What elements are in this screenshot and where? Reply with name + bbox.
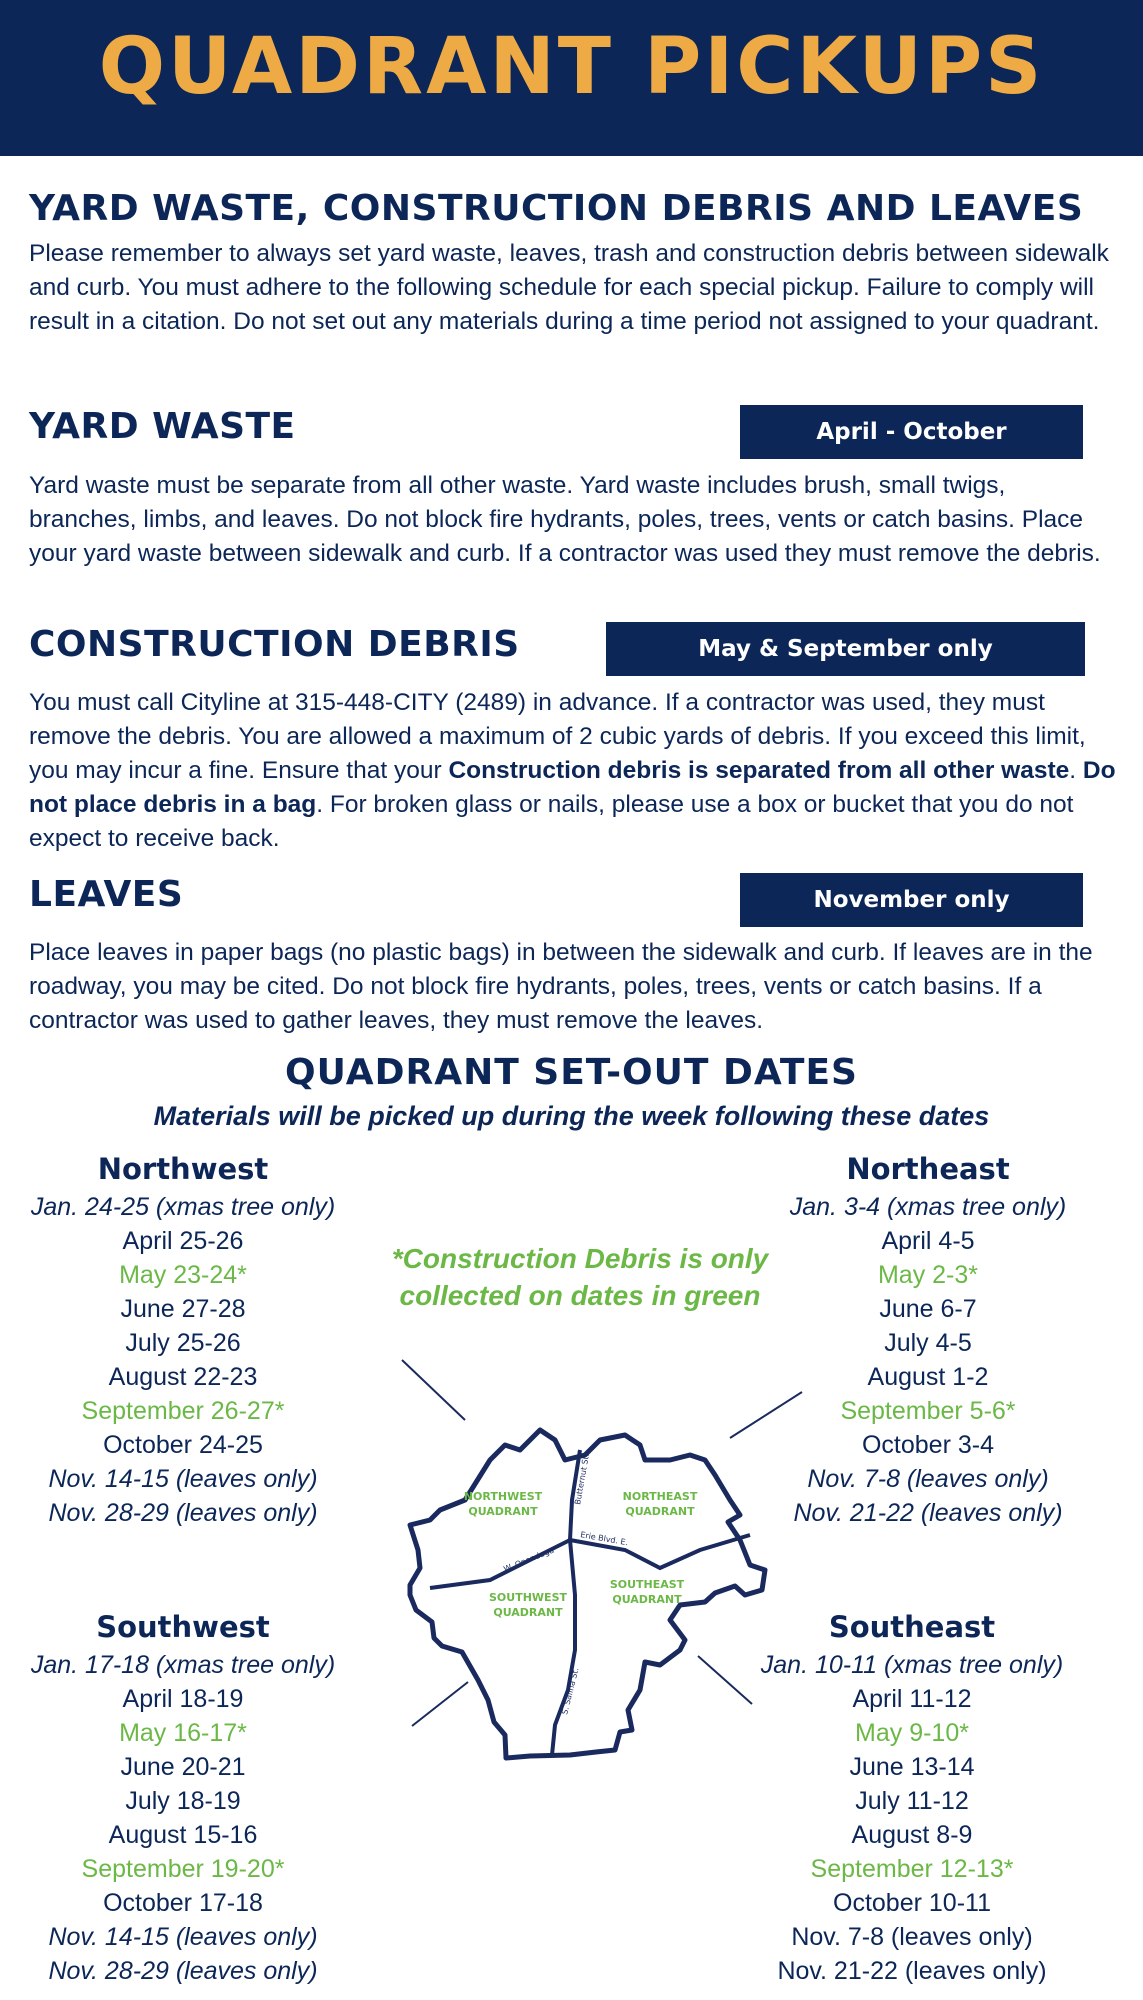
leaves-heading: LEAVES	[29, 874, 184, 915]
quadrant-name: Northeast	[846, 1152, 1010, 1186]
construction-bold-separated: Construction debris is separated from all other waste	[448, 757, 1070, 784]
date-item: June 13-14	[849, 1753, 975, 1781]
date-item: September 12-13*	[810, 1855, 1014, 1883]
date-item: July 18-19	[125, 1787, 241, 1815]
setout-title: QUADRANT SET-OUT DATES	[285, 1052, 858, 1093]
date-list	[0, 1190, 373, 1530]
date-item: Jan. 17-18 (xmas tree only)	[30, 1651, 336, 1679]
yard-waste-text: Yard waste must be separate from all other waste. Yard waste includes brush, small twigs, branches, limbs, and leaves. Do not block fire hydrants, poles, trees, vents or catch basins. Place your yard waste between sidewalk and curb. If a contractor was used they must remove the debris.	[29, 472, 1101, 567]
date-item: Nov. 7-8 (leaves only)	[807, 1465, 1049, 1493]
date-item: May 2-3*	[877, 1261, 979, 1289]
date-item: Jan. 10-11 (xmas tree only)	[760, 1651, 1064, 1679]
yard-waste-period-badge: April - October	[740, 405, 1083, 459]
quadrant-name: Northwest	[97, 1152, 269, 1186]
date-item: May 9-10*	[855, 1719, 969, 1747]
construction-green-note	[380, 1240, 780, 1314]
date-item: August 1-2	[867, 1363, 989, 1391]
date-item: Jan. 3-4 (xmas tree only)	[789, 1193, 1067, 1221]
note-line-2: collected on dates in green	[399, 1280, 761, 1311]
leaves-period-badge: November only	[740, 873, 1083, 927]
date-item: October 24-25	[103, 1431, 263, 1459]
quadrant-name: Southeast	[828, 1610, 996, 1644]
date-item: June 6-7	[879, 1295, 977, 1323]
note-line-1: *Construction Debris is only	[391, 1243, 769, 1274]
pointer-line-nw	[402, 1360, 465, 1420]
date-item: October 10-11	[833, 1889, 991, 1917]
date-item: July 4-5	[884, 1329, 972, 1357]
date-item: April 25-26	[122, 1227, 244, 1255]
intro-text: Please remember to always set yard waste, leaves, trash and construction debris between sidewalk and curb. You must adhere to the following schedule for each special pickup. Failure to comply will result in a citation. Do not set out any materials during a time period not assigned to your quadrant.	[29, 240, 1109, 335]
date-item: July 25-26	[125, 1329, 241, 1357]
quadrant-southwest	[0, 1608, 373, 1988]
date-item: April 4-5	[881, 1227, 975, 1255]
map-label-se-2: QUADRANT	[612, 1593, 682, 1606]
map-label-sw-2: QUADRANT	[493, 1606, 563, 1619]
setout-subtitle: Materials will be picked up during the week following these dates	[153, 1101, 990, 1131]
date-item: Nov. 7-8 (leaves only)	[791, 1923, 1033, 1951]
date-item: July 11-12	[855, 1787, 969, 1815]
date-item: September 5-6*	[840, 1397, 1016, 1425]
date-item: May 16-17*	[119, 1719, 247, 1747]
quadrant-map	[370, 1350, 820, 1800]
city-outline	[410, 1430, 765, 1758]
map-label-nw-1: NORTHWEST	[463, 1490, 543, 1503]
map-label-sw-1: SOUTHWEST	[489, 1591, 567, 1604]
date-item: August 8-9	[851, 1821, 973, 1849]
date-item: Nov. 14-15 (leaves only)	[48, 1465, 318, 1493]
map-street-salina: S. Salina St.	[560, 1666, 581, 1716]
date-item: Nov. 21-22 (leaves only)	[777, 1957, 1047, 1985]
date-item: May 23-24*	[119, 1261, 247, 1289]
page-title: QUADRANT PICKUPS	[98, 22, 1045, 112]
intro-heading: YARD WASTE, CONSTRUCTION DEBRIS AND LEAVES	[29, 188, 1084, 229]
date-item: April 11-12	[852, 1685, 972, 1713]
date-item: Nov. 28-29 (leaves only)	[48, 1957, 318, 1985]
pointer-line-se	[698, 1656, 752, 1704]
construction-bold-no-bag: Do not place debris in a bag	[29, 757, 1116, 818]
map-street-erie: Erie Blvd. E.	[579, 1530, 629, 1548]
date-list	[0, 1648, 373, 1988]
date-item: Nov. 21-22 (leaves only)	[793, 1499, 1063, 1527]
pointer-line-sw	[412, 1682, 468, 1726]
date-item: Nov. 14-15 (leaves only)	[48, 1923, 318, 1951]
map-label-ne-2: QUADRANT	[625, 1505, 695, 1518]
map-street-onondaga: W. Onondaga	[502, 1545, 556, 1574]
date-item: October 17-18	[103, 1889, 263, 1917]
quadrant-name: Southwest	[96, 1610, 270, 1644]
leaves-text: Place leaves in paper bags (no plastic bags) in between the sidewalk and curb. If leaves are in the roadway, you may be cited. Do not block fire hydrants, poles, trees, vents or catch basins. If a contractor was used to gather leaves, they must remove the leaves.	[29, 939, 1093, 1034]
construction-heading: CONSTRUCTION DEBRIS	[29, 624, 520, 665]
date-item: September 19-20*	[81, 1855, 285, 1883]
date-item: June 20-21	[120, 1753, 246, 1781]
construction-text: You must call Cityline at 315-448-CITY (2489) in advance. If a contractor was used, they must remove the debris. You are allowed a maximum of 2 cubic yards of debris. If you exceed this limit, you may incur a fine. Ensure that your Construction debris is separated from all other waste. Do not place debris in a bag. For broken glass or nails, please use a box or bucket that you do not expect to receive back.	[29, 689, 1116, 852]
map-label-ne-1: NORTHEAST	[622, 1490, 698, 1503]
map-label-nw-2: QUADRANT	[468, 1505, 538, 1518]
map-label-se-1: SOUTHEAST	[609, 1578, 685, 1591]
date-item: June 27-28	[120, 1295, 246, 1323]
date-item: August 22-23	[108, 1363, 258, 1391]
pointer-line-ne	[730, 1392, 802, 1438]
date-item: Jan. 24-25 (xmas tree only)	[30, 1193, 336, 1221]
quadrant-northwest	[0, 1150, 373, 1530]
date-item: August 15-16	[108, 1821, 258, 1849]
date-item: Nov. 28-29 (leaves only)	[48, 1499, 318, 1527]
street-salina-line	[552, 1540, 575, 1755]
date-item: October 3-4	[861, 1431, 994, 1459]
header-banner	[0, 0, 1143, 156]
map-street-butternut: Butternut St.	[573, 1453, 591, 1506]
yard-waste-heading: YARD WASTE	[29, 406, 296, 447]
construction-period-badge: May & September only	[606, 622, 1085, 676]
date-item: September 26-27*	[81, 1397, 285, 1425]
date-item: April 18-19	[122, 1685, 244, 1713]
